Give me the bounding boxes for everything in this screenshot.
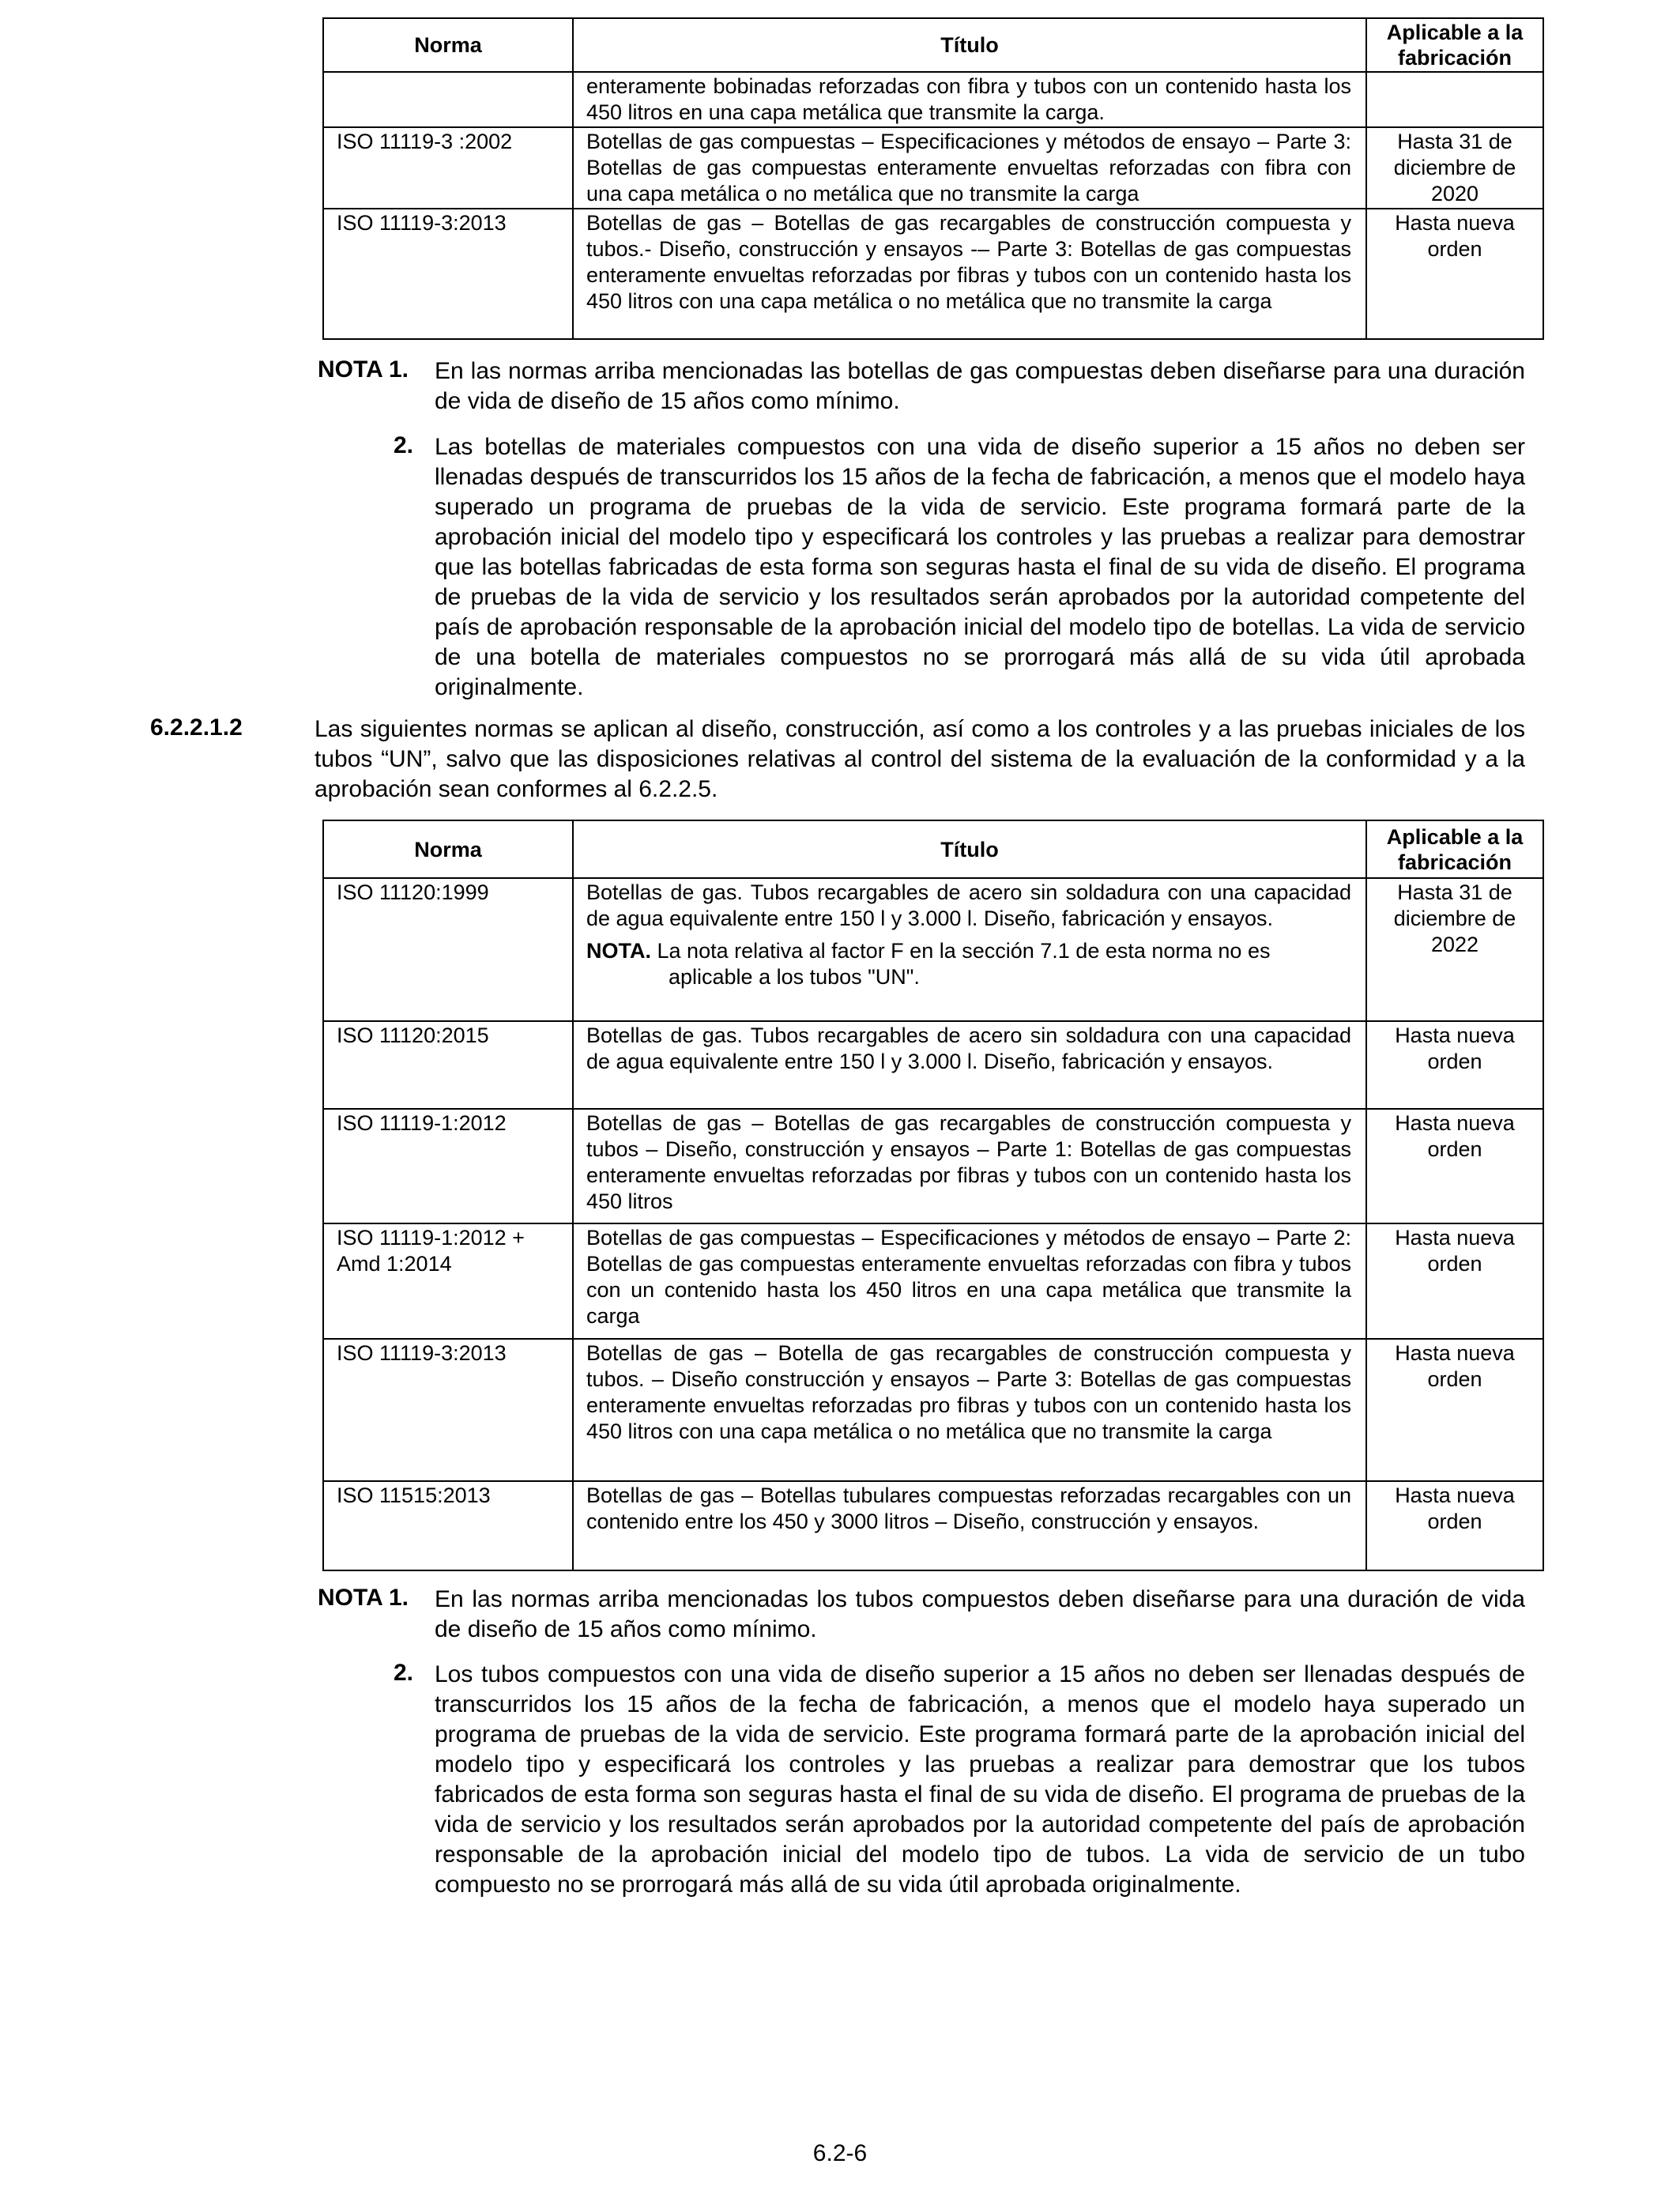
aplicable-cell: Hasta 31 de diciembre de 2022 — [1366, 878, 1543, 1021]
table-row — [323, 72, 1543, 127]
table-row — [323, 1109, 1543, 1223]
table-row — [323, 1481, 1543, 1570]
norma-cell: ISO 11119-3:2013 — [323, 209, 573, 339]
norma-cell — [323, 72, 573, 127]
page-number: 6.2-6 — [812, 2140, 868, 2166]
header-aplicable: Aplicable a la fabricación — [1366, 820, 1543, 878]
header-titulo: Título — [573, 820, 1366, 878]
header-aplicable: Aplicable a la fabricación — [1366, 18, 1543, 72]
titulo-cell: Botellas de gas – Botellas tubulares compuestas reforzadas recargables con un contenido entre los 450 y 3000 litros – Diseño, construcción y ensayos. — [573, 1481, 1366, 1570]
aplicable-cell: Hasta 31 de diciembre de 2020 — [1366, 127, 1543, 209]
table-row — [323, 1021, 1543, 1109]
section-text: Las siguientes normas se aplican al diseño, construcción, así como a los controles y a las pruebas iniciales de los tubos “UN”, salvo que las disposiciones relativas al control del sistema de la evaluación de la conformidad y a la aprobación sean conformes al 6.2.2.5. — [315, 716, 1525, 802]
titulo-cell — [573, 878, 1366, 1021]
note-label: 2. — [394, 1660, 414, 1686]
norma-cell: ISO 11120:1999 — [323, 878, 573, 1021]
norma-cell: ISO 11119-1:2012 + Amd 1:2014 — [323, 1223, 573, 1339]
aplicable-cell: Hasta nueva orden — [1366, 209, 1543, 339]
titulo-cell: Botellas de gas – Botellas de gas recargables de construcción compuesta y tubos.- Diseño, construcción y ensayos -– Parte 3: Botellas de gas compuestas enteramente envueltas reforzadas por fibras y tubos con un contenido hasta los 450 litros con una capa metálica o no metálica que no transmite la carga — [573, 209, 1366, 339]
table-row — [323, 127, 1543, 209]
section-number: 6.2.2.1.2 — [150, 714, 243, 741]
note-text: Los tubos compuestos con una vida de diseño superior a 15 años no deben ser llenadas después de transcurridos los 15 años de la fecha de fabricación, a menos que el modelo haya superado un programa de pruebas de la vida de servicio. Este programa formará parte de la aprobación inicial del modelo tipo y especificará los controles y las pruebas a realizar para demostrar que los tubos fabricados de esta forma son seguras hasta el final de su vida de diseño. El programa de pruebas de la vida de servicio y los resultados serán aprobados por la autoridad competente del país de aprobación responsable de la aprobación inicial del modelo tipo de tubos. La vida de servicio de un tubo compuesto no se prorrogará más allá de su vida útil aprobada originalmente. — [435, 1661, 1525, 1898]
note-text: En las normas arriba mencionadas las botellas de gas compuestas deben diseñarse para una duración de vida de diseño de 15 años como mínimo. — [435, 358, 1525, 414]
norma-cell: ISO 11119-3 :2002 — [323, 127, 573, 209]
aplicable-cell: Hasta nueva orden — [1366, 1109, 1543, 1223]
aplicable-cell: Hasta nueva orden — [1366, 1481, 1543, 1570]
norma-cell: ISO 11119-3:2013 — [323, 1339, 573, 1481]
aplicable-cell: Hasta nueva orden — [1366, 1339, 1543, 1481]
titulo-cell: Botellas de gas compuestas – Especificaciones y métodos de ensayo – Parte 2: Botellas de gas compuestas enteramente envueltas reforzadas con fibra y tubos con un contenido hasta los 450 litros en una capa metálica que transmite la carga — [573, 1223, 1366, 1339]
inner-note-label: NOTA. — [586, 939, 651, 963]
note-label: 2. — [394, 432, 414, 458]
titulo-cell: enteramente bobinadas reforzadas con fibra y tubos con un contenido hasta los 450 litros en una capa metálica que transmite la carga. — [573, 72, 1366, 127]
titulo-cell: Botellas de gas – Botella de gas recargables de construcción compuesta y tubos. – Diseño construcción y ensayos – Parte 3: Botellas de gas compuestas enteramente envueltas reforzadas pro fibras y tubos con un contenido hasta los 450 litros con una capa metálica o no metálica que no transmite la carga — [573, 1339, 1366, 1481]
table-row — [323, 1339, 1543, 1481]
titulo-text: Botellas de gas. Tubos recargables de acero sin soldadura con una capacidad de agua equivalente entre 150 l y 3.000 l. Diseño, fabricación y ensayos. — [586, 880, 1351, 930]
norma-cell: ISO 11515:2013 — [323, 1481, 573, 1570]
header-norma: Norma — [323, 18, 573, 72]
aplicable-cell: Hasta nueva orden — [1366, 1021, 1543, 1109]
titulo-cell: Botellas de gas. Tubos recargables de acero sin soldadura con una capacidad de agua equivalente entre 150 l y 3.000 l. Diseño, fabricación y ensayos. — [573, 1021, 1366, 1109]
norma-cell: ISO 11120:2015 — [323, 1021, 573, 1109]
titulo-cell: Botellas de gas compuestas – Especificaciones y métodos de ensayo – Parte 3: Botellas de gas compuestas enteramente envueltas reforzadas con fibra con una capa metálica o no metálica que no transmite la carga — [573, 127, 1366, 209]
header-titulo: Título — [573, 18, 1366, 72]
inner-note — [586, 938, 1351, 990]
table-row — [323, 878, 1543, 1021]
header-norma: Norma — [323, 820, 573, 878]
inner-note-text: La nota relativa al factor F en la sección 7.1 de esta norma no es — [657, 939, 1271, 963]
table-row — [323, 1223, 1543, 1339]
titulo-cell: Botellas de gas – Botellas de gas recargables de construcción compuesta y tubos – Diseño, construcción y ensayos – Parte 1: Botellas de gas compuestas enteramente envueltas reforzadas por fibras y tubos con un contenido hasta los 450 litros — [573, 1109, 1366, 1223]
norma-cell: ISO 11119-1:2012 — [323, 1109, 573, 1223]
note-label: NOTA 1. — [318, 1585, 409, 1611]
inner-note-continuation: aplicable a los tubos "UN". — [669, 965, 920, 989]
note-text: Las botellas de materiales compuestos con una vida de diseño superior a 15 años no deben ser llenadas después de transcurridos los 15 años de la fecha de fabricación, a menos que el modelo haya superado un programa de pruebas de la vida de servicio. Este programa formará parte de la aprobación inicial del modelo tipo y especificará los controles y las pruebas a realizar para demostrar que las botellas fabricadas de esta forma son seguras hasta el final de su vida de diseño. El programa de pruebas de la vida de servicio y los resultados serán aprobados por la autoridad competente del país de aprobación responsable de la aprobación inicial del modelo tipo de botellas. La vida de servicio de una botella de materiales compuestos no se prorrogará más allá de su vida útil aprobada originalmente. — [435, 434, 1525, 700]
note-text: En las normas arriba mencionadas los tubos compuestos deben diseñarse para una duración de vida de diseño de 15 años como mínimo. — [435, 1586, 1525, 1642]
aplicable-cell — [1366, 72, 1543, 127]
standards-table-continued — [322, 17, 1544, 340]
table-row — [323, 209, 1543, 339]
standards-table — [322, 820, 1544, 1571]
note-label: NOTA 1. — [318, 356, 409, 383]
aplicable-cell: Hasta nueva orden — [1366, 1223, 1543, 1339]
